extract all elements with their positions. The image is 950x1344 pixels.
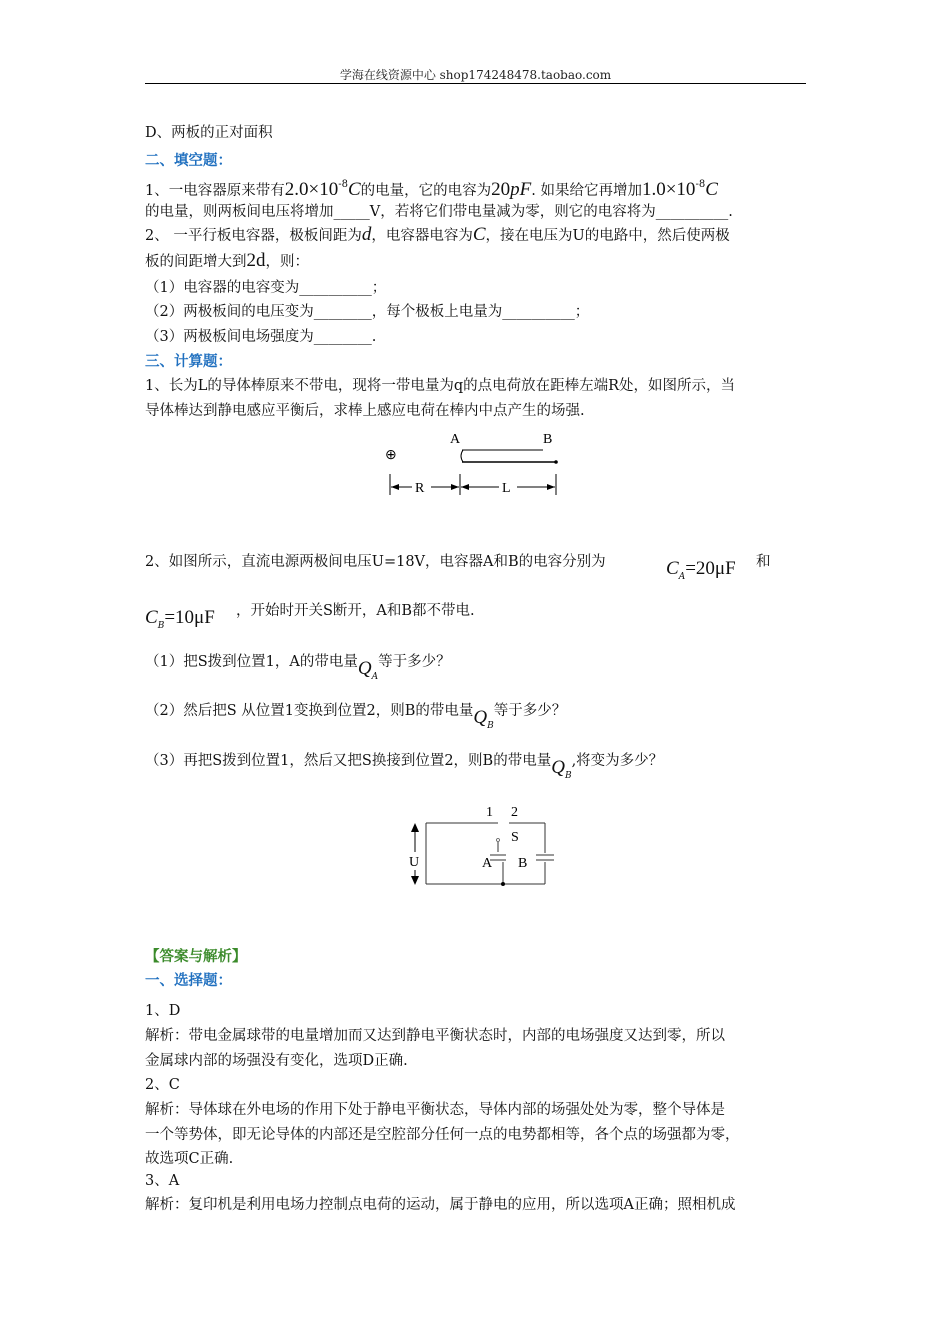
voltage-arrow-up-icon (411, 823, 419, 832)
fill-q1-text-a: 1、一电容器原来带有 (145, 183, 285, 199)
calc-q2-sub1-text-b: 等于多少？ (378, 654, 451, 670)
fill-q1-text-b: 的电量，它的电容为 (360, 183, 492, 199)
header-divider (145, 83, 806, 84)
switch-position-2: 2 (511, 805, 518, 820)
calc-q2-qa: Q (357, 658, 372, 679)
fill-q2-text-e: ，则： (265, 254, 309, 270)
answer-1: 1、D (145, 1003, 181, 1019)
calc-q2-ca-symbol: C (666, 558, 679, 579)
section-calc-title: 三、计算题： (145, 354, 232, 370)
fill-q2-sub2: （2）两极板间的电压变为________，每个极板上电量为__________； (145, 304, 590, 320)
calc-q2-sub3-text-b: ,将变为多少？ (571, 753, 664, 769)
section-choice-title: 一、选择题： (145, 973, 232, 989)
calc-q1-line1: 1、长为L的导体棒原来不带电，现将一带电量为q的点电荷放在距棒左端R处，如图所示，当 (145, 378, 736, 394)
fill-q1-exp2: -8 (695, 179, 706, 190)
fill-q1-cap-unit: pF (510, 179, 532, 200)
answer-2: 2、C (145, 1077, 180, 1093)
dim-label-r: R (415, 481, 425, 496)
fill-q1-unit2: C (705, 179, 718, 200)
capacitor-b-label: B (518, 856, 528, 871)
dim-l-right-arrow (547, 484, 555, 490)
calc-q2-sub3-text-a: （3）再把S拨到位置1，然后又把S换接到位置2，则B的带电量 (145, 753, 552, 769)
calc-q2-cb-value: =10μF (164, 607, 215, 628)
capacitor-a-label: A (482, 856, 493, 871)
switch-position-1: 1 (486, 805, 493, 820)
switch-contact-icon (497, 839, 500, 842)
calc-q2-line1: 2、如图所示，直流电源两极间电压U=18V，电容器A和B的电容分别为 (145, 554, 606, 570)
calc-q2-sub2-text-a: （2）然后把S 从位置1变换到位置2，则B的带电量 (145, 703, 474, 719)
fill-q1-line1 (145, 176, 718, 200)
answer-3: 3、A (145, 1173, 180, 1189)
calc-q2-qb2-sub: B (564, 771, 572, 781)
dim-r-left-arrow (391, 484, 399, 490)
fill-q2-text-b: ，电容器电容为 (371, 228, 473, 244)
calc-q2-sub3 (145, 751, 664, 781)
answer-2-exp-line1: 解析：导体球在外电场的作用下处于静电平衡状态，导体内部的场强处处为零，整个导体是 (145, 1102, 725, 1118)
calc-q2-qb: Q (473, 707, 488, 728)
voltage-arrow-down-icon (411, 876, 419, 885)
calc-q2-ca-value: =20μF (685, 558, 736, 579)
calc-q2-qa-sub: A (371, 672, 379, 682)
fill-q2-line2 (145, 252, 309, 271)
fill-q1-text-c: . 如果给它再增加 (531, 183, 642, 199)
rod-left-end (461, 450, 463, 462)
fill-q2-text-c: ，接在电压为U的电路中，然后使两极 (485, 228, 730, 244)
fill-q1-charge2: 1.0×10 (641, 179, 696, 200)
dim-label-l: L (502, 481, 511, 496)
fill-q1-charge1: 2.0×10 (284, 179, 339, 200)
dim-r-right-arrow (451, 484, 459, 490)
fill-q2-c: C (472, 224, 486, 245)
rod-label-a: A (450, 432, 461, 447)
voltage-label-u: U (409, 855, 420, 870)
answer-3-exp-line1: 解析：复印机是利用电场力控制点电荷的运动，属于静电的应用，所以选项A正确；照相机成 (145, 1197, 736, 1213)
fill-q2-sub3: （3）两极板间电场强度为________. (145, 329, 377, 345)
calc-q2-sub1-text-a: （1）把S拨到位置1，A的带电量 (145, 654, 358, 670)
calc-q2-cb-symbol: C (145, 607, 158, 628)
section-fill-title: 二、填空题： (145, 153, 232, 169)
calc-q2-ca-sub: A (678, 572, 686, 582)
calc-q1-line2: 导体棒达到静电感应平衡后，求棒上感应电荷在棒内中点产生的场强. (145, 403, 585, 419)
fill-q1-unit1: C (347, 179, 361, 200)
fill-q1-cap: 20 (491, 179, 511, 200)
answers-title: 【答案与解析】 (145, 949, 247, 965)
fill-q2-d: d (361, 224, 372, 245)
calc-q2-sub1 (145, 652, 451, 682)
fill-q2-2d: 2d (246, 250, 266, 271)
circuit-figure (400, 798, 560, 894)
calc-q2-sub2 (145, 701, 567, 731)
option-d: D、两板的正对面积 (145, 125, 273, 141)
fill-q2-text-d: 板的间距增大到 (145, 254, 247, 270)
fill-q1-line2: 的电量，则两板间电压将增加_____V，若将它们带电量减为零，则它的电容将为__________. (145, 204, 733, 220)
junction-dot (501, 882, 505, 886)
switch-label-s: S (511, 830, 519, 845)
calc-q2-cb (145, 609, 215, 635)
rod-label-b: B (543, 432, 553, 447)
rod-right-end (554, 460, 558, 464)
calc-q2-qb-sub: B (487, 721, 494, 731)
fill-q2-sub1: （1）电容器的电容变为__________； (145, 280, 387, 296)
calc-q2-ca (666, 560, 736, 586)
calc-q2-sub2-text-b: 等于多少？ (493, 703, 567, 719)
point-charge-icon: ⊕ (385, 448, 397, 463)
calc-q2-and: 和 (756, 554, 771, 570)
calc-q2-cb-sub: B (157, 621, 165, 631)
answer-1-exp-line1: 解析：带电金属球带的电量增加而又达到静电平衡状态时，内部的电场强度又达到零，所以 (145, 1028, 725, 1044)
answer-1-exp-line2: 金属球内部的场强没有变化，选项D正确. (145, 1053, 408, 1069)
page-header: 学海在线资源中心 shop174248478.taobao.com (339, 68, 612, 82)
calc-q2-qb2: Q (551, 757, 565, 778)
calc-q2-line2: ，开始时开关S断开，A和B都不带电. (236, 603, 475, 619)
answer-2-exp-line2: 一个等势体，即无论导体的内部还是空腔部分任何一点的电势都相等，各个点的场强都为零， (145, 1127, 740, 1143)
fill-q1-exp1: -8 (338, 179, 348, 190)
fill-q2-text-a: 2、 一平行板电容器，极板间距为 (145, 228, 362, 244)
answer-2-exp-line3: 故选项C正确. (145, 1151, 234, 1167)
rod-figure (375, 425, 575, 505)
dim-l-left-arrow (461, 484, 469, 490)
fill-q2-line1 (145, 226, 730, 245)
